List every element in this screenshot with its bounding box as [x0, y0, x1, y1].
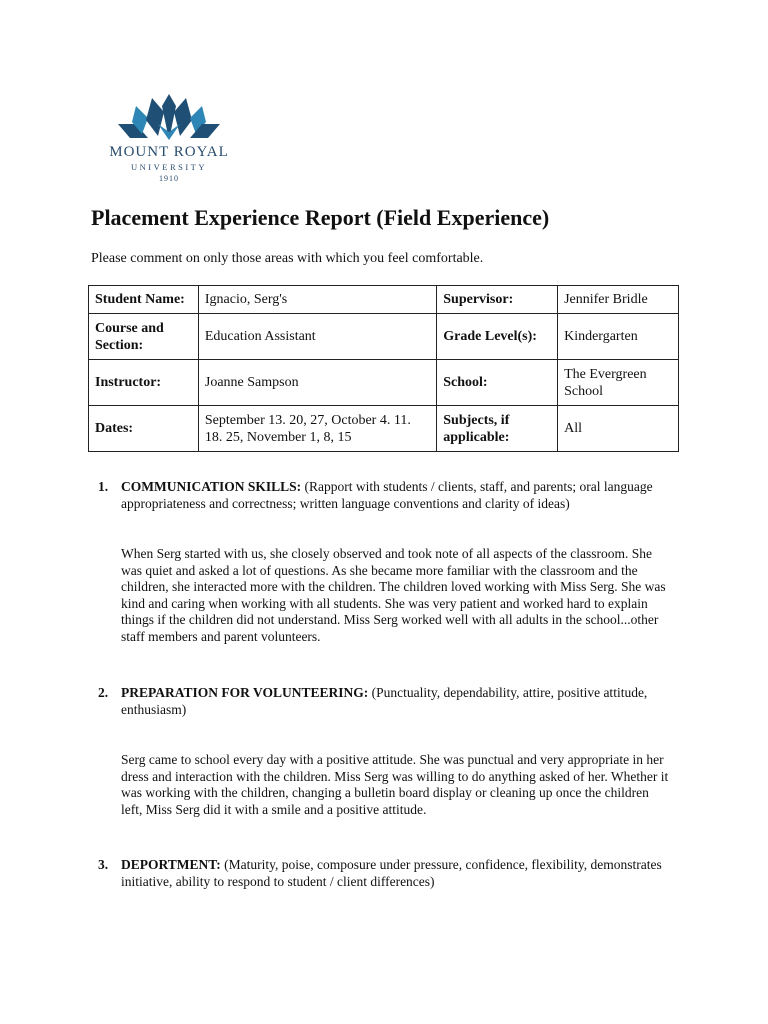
dates-label: Dates:	[89, 406, 199, 452]
section-preparation	[98, 684, 678, 718]
section-title: DEPORTMENT:	[121, 857, 221, 872]
section-description: (Punctuality, dependability, attire, positive attitude, enthusiasm)	[121, 685, 648, 717]
intro-text: Please comment on only those areas with which you feel comfortable.	[91, 251, 484, 266]
section-communication-skills	[98, 478, 678, 512]
university-logo	[88, 94, 250, 186]
logo-name: MOUNT ROYAL	[109, 144, 229, 160]
course-label: Course and Section:	[89, 314, 199, 360]
subjects-label: Subjects, if applicable:	[437, 406, 558, 452]
logo-subtitle: UNIVERSITY	[131, 162, 207, 172]
section-deportment	[98, 856, 678, 890]
dates-value: September 13. 20, 27, October 4. 11. 18. 25, November 1, 8, 15	[198, 406, 436, 452]
section-comment: Serg came to school every day with a positive attitude. She was punctual and very appropriate in her dress and interaction with the children. Miss Serg was willing to do anything asked of her. Whether it was working with the children, changing a bulletin board display or cleaning up once the children left, Miss Serg did it with a smile and a positive attitude.	[121, 752, 669, 817]
school-value: The Evergreen School	[558, 360, 679, 406]
section-title: PREPARATION FOR VOLUNTEERING:	[121, 685, 369, 700]
section-description: (Rapport with students / clients, staff, and parents; oral language appropriateness and correctness; written language conventions and clarity of ideas)	[121, 479, 653, 511]
instructor-value: Joanne Sampson	[198, 360, 436, 406]
grade-label: Grade Level(s):	[437, 314, 558, 360]
supervisor-value: Jennifer Bridle	[558, 286, 679, 314]
table-row	[89, 406, 679, 452]
section-number: 1.	[98, 479, 109, 494]
logo-year: 1910	[159, 174, 179, 183]
logo-mark-icon	[118, 94, 220, 142]
section-title: COMMUNICATION SKILLS:	[121, 479, 302, 494]
supervisor-label: Supervisor:	[437, 286, 558, 314]
school-label: School:	[437, 360, 558, 406]
info-table	[88, 285, 679, 452]
page-title: Placement Experience Report (Field Experience)	[91, 205, 550, 230]
section-number: 3.	[98, 857, 109, 872]
subjects-value: All	[558, 406, 679, 452]
section-description: (Maturity, poise, composure under pressure, confidence, flexibility, demonstrates initiative, ability to respond to student / client differences)	[121, 857, 662, 889]
instructor-label: Instructor:	[89, 360, 199, 406]
section-number: 2.	[98, 685, 109, 700]
section-comment: When Serg started with us, she closely observed and took note of all aspects of the classroom. She was quiet and asked a lot of questions. As she became more familiar with the classroom and the children, she interacted more with the children. The children loved working with Miss Serg. She was kind and caring when working with all students. She was very patient and worked hard to explain things if the children did not understand. Miss Serg worked well with all adults in the school...other staff members and parent volunteers.	[121, 546, 666, 644]
course-value: Education Assistant	[198, 314, 436, 360]
table-row	[89, 314, 679, 360]
grade-value: Kindergarten	[558, 314, 679, 360]
student-name-label: Student Name:	[89, 286, 199, 314]
student-name-value: Ignacio, Serg's	[198, 286, 436, 314]
table-row	[89, 286, 679, 314]
table-row	[89, 360, 679, 406]
